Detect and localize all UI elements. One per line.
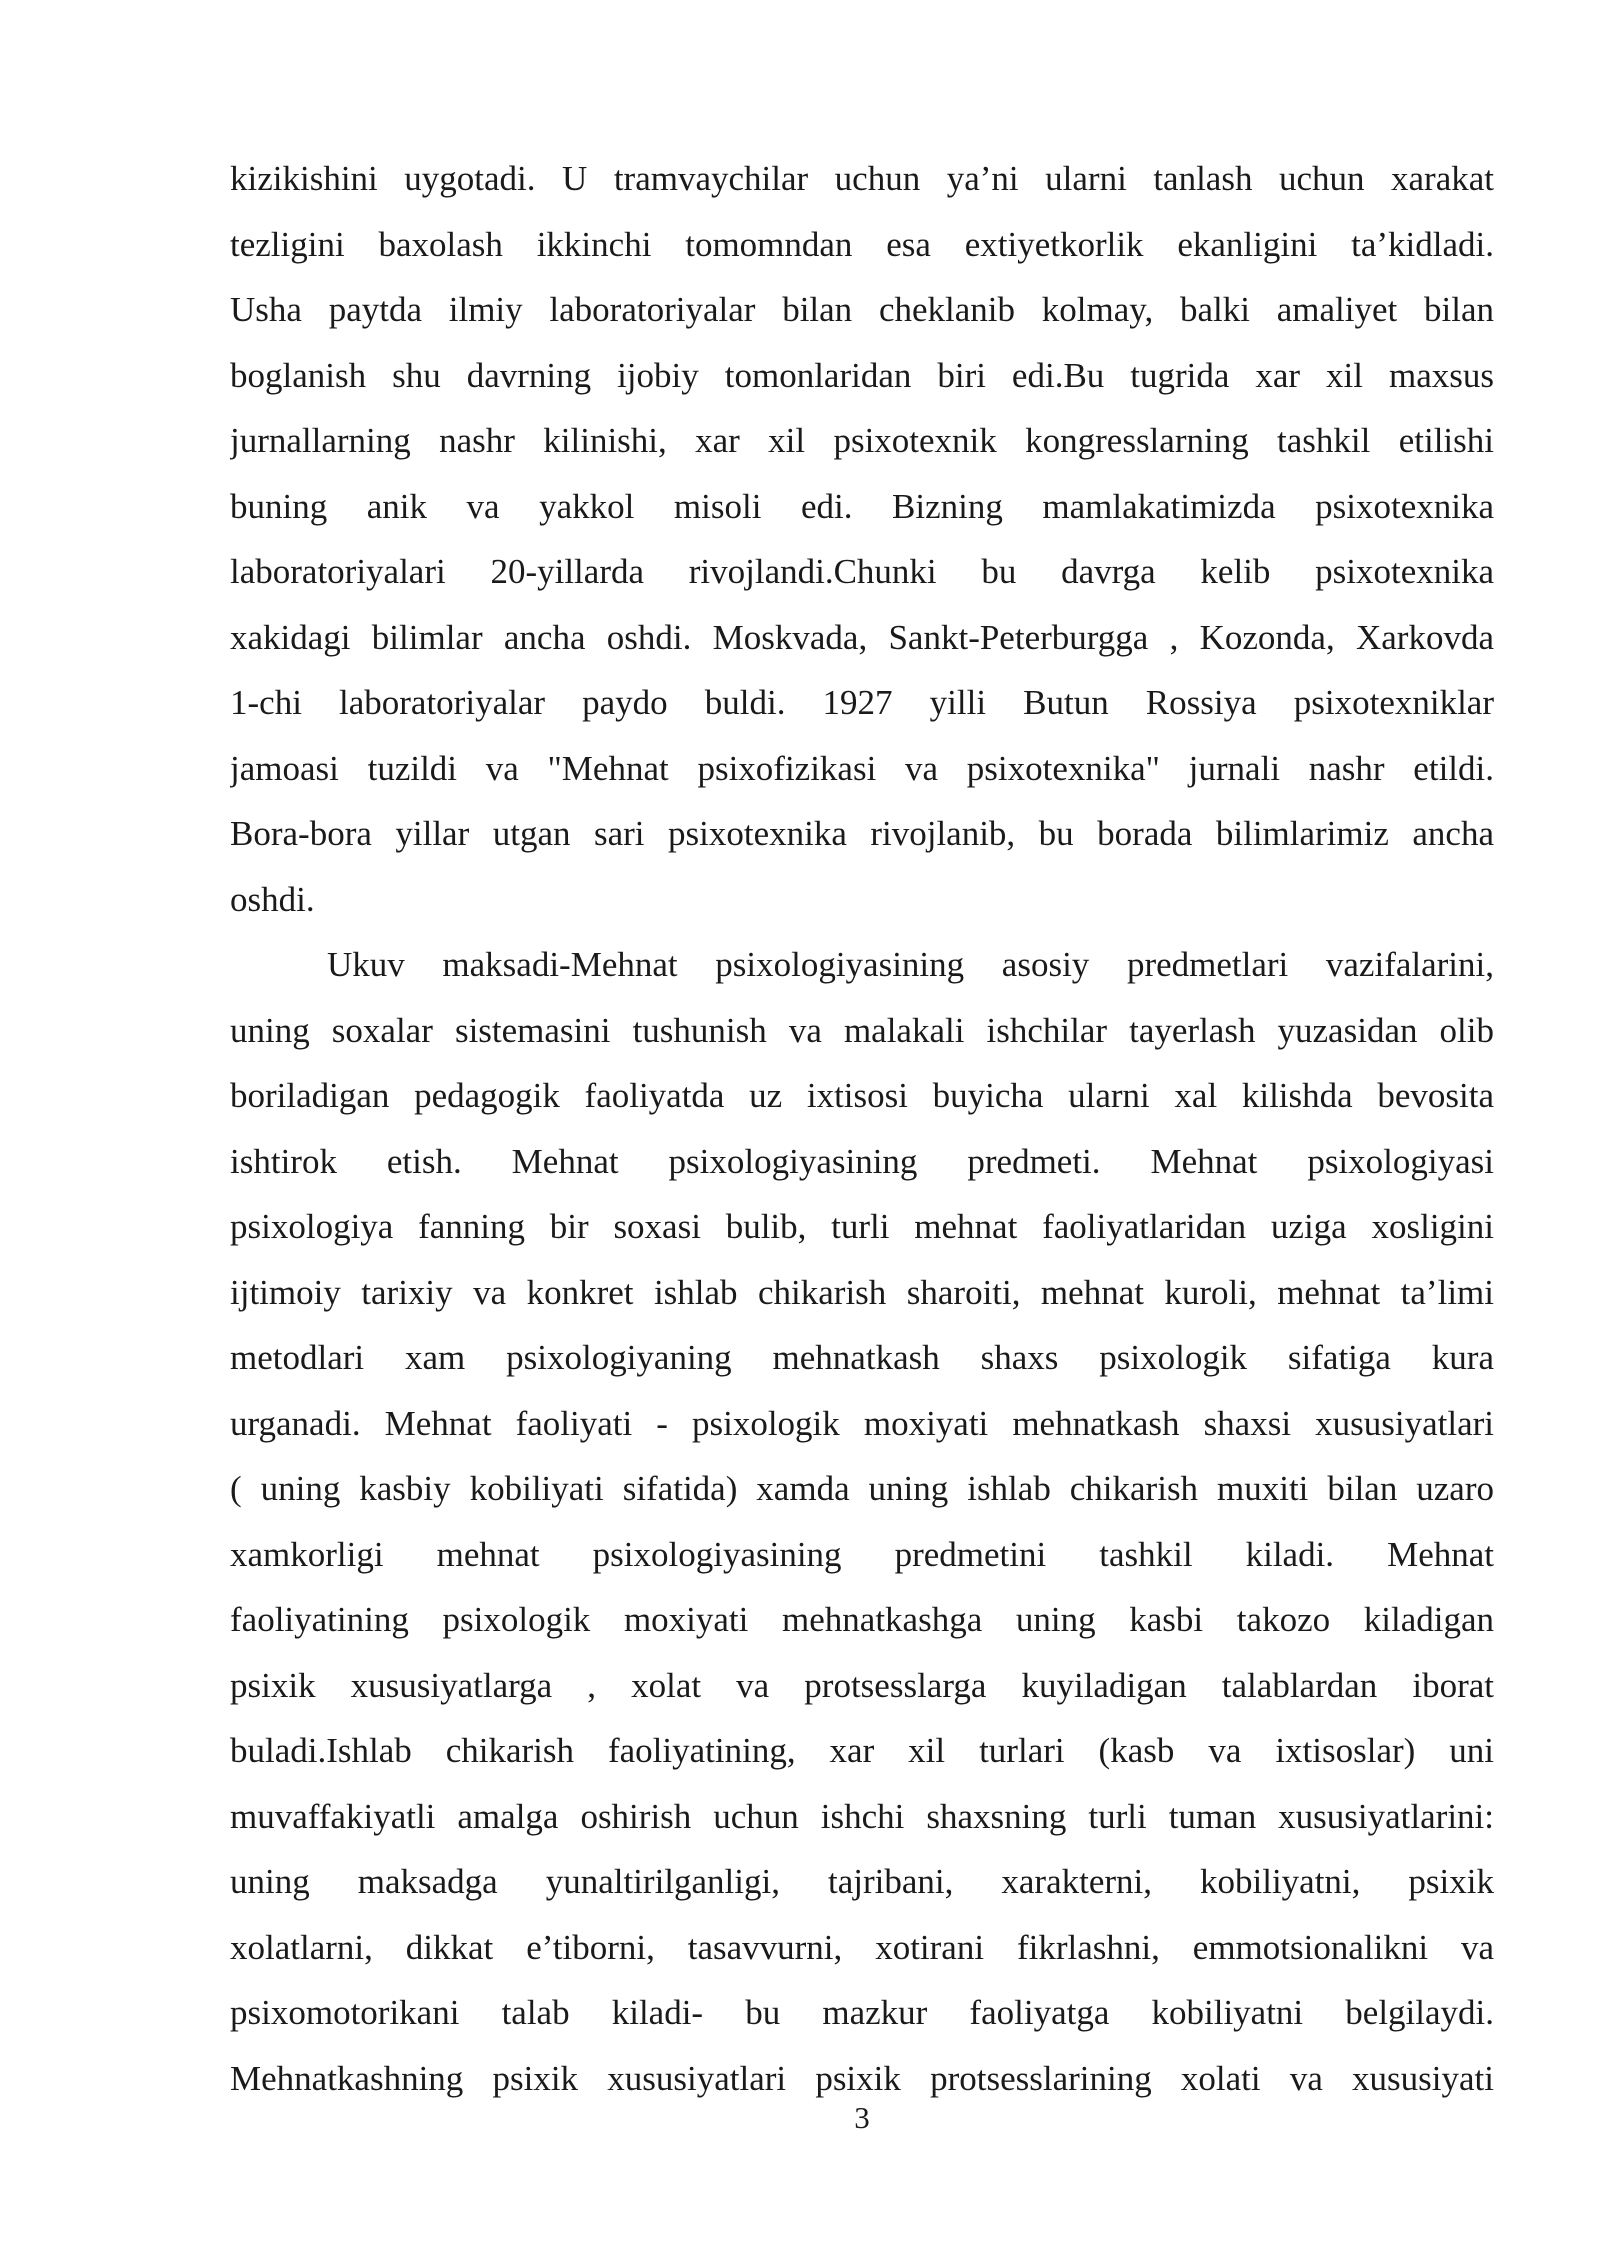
text-line: Bora-bora yillar utgan sari psixotexnika rivojlanib, bu borada bilimlarimiz ancha: [230, 814, 1494, 853]
text-line: uning maksadga yunaltirilganligi, tajribani, xarakterni, kobiliyatni, psixik: [230, 1862, 1494, 1901]
text-line: xakidagi bilimlar ancha oshdi. Moskvada, Sankt-Peterburgga , Kozonda, Xarkovda: [230, 617, 1494, 657]
text-line: muvaffakiyatli amalga oshirish uchun ishchi shaxsning turli tuman xususiyatlarini:: [230, 1796, 1494, 1836]
text-line: 1-chi laboratoriyalar paydo buldi. 1927 yilli Butun Rossiya psixotexniklar: [230, 683, 1494, 722]
text-line: kizikishini uygotadi. U tramvaychilar uchun ya’ni ularni tanlash uchun xarakat: [230, 159, 1494, 198]
page-body-text: [230, 146, 1494, 2111]
text-line: Ukuv maksadi-Mehnat psixologiyasining asosiy predmetlari vazifalarini,: [327, 945, 1494, 984]
text-line: ijtimoiy tarixiy va konkret ishlab chikarish sharoiti, mehnat kuroli, mehnat ta’limi: [230, 1272, 1494, 1312]
paragraph-2: [230, 932, 1494, 2111]
text-line: faoliyatining psixologik moxiyati mehnatkashga uning kasbi takozo kiladigan: [230, 1600, 1494, 1639]
text-line: Mehnatkashning psixik xususiyatlari psixik protsesslarining xolati va xususiyati: [230, 2058, 1494, 2098]
text-line: psixomotorikani talab kiladi- bu mazkur faoliyatga kobiliyatni belgilaydi.: [230, 1993, 1494, 2032]
text-line: buladi.Ishlab chikarish faoliyatining, xar xil turlari (kasb va ixtisoslar) uni: [230, 1731, 1494, 1770]
text-line: boriladigan pedagogik faoliyatda uz ixtisosi buyicha ularni xal kilishda bevosita: [230, 1076, 1494, 1115]
text-line: ( uning kasbiy kobiliyati sifatida) xamda uning ishlab chikarish muxiti bilan uzaro: [230, 1469, 1494, 1508]
text-line: laboratoriyalari 20-yillarda rivojlandi.Chunki bu davrga kelib psixotexnika: [230, 552, 1494, 591]
text-line: oshdi.: [230, 879, 315, 919]
paragraph-1: [230, 146, 1494, 932]
page-number: 3: [854, 2100, 870, 2135]
text-line: Usha paytda ilmiy laboratoriyalar bilan cheklanib kolmay, balki amaliyet bilan: [230, 290, 1494, 329]
text-line: xamkorligi mehnat psixologiyasining predmetini tashkil kiladi. Mehnat: [230, 1534, 1494, 1574]
text-line: ishtirok etish. Mehnat psixologiyasining predmeti. Mehnat psixologiyasi: [230, 1141, 1494, 1181]
text-line: buning anik va yakkol misoli edi. Bizning mamlakatimizda psixotexnika: [230, 486, 1494, 526]
text-line: uning soxalar sistemasini tushunish va malakali ishchilar tayerlash yuzasidan olib: [230, 1010, 1494, 1050]
text-line: metodlari xam psixologiyaning mehnatkash shaxs psixologik sifatiga kura: [230, 1338, 1494, 1377]
text-line: psixologiya fanning bir soxasi bulib, turli mehnat faoliyatlaridan uziga xosligini: [230, 1207, 1494, 1246]
text-line: tezligini baxolash ikkinchi tomomndan esa extiyetkorlik ekanligini ta’kidladi.: [230, 224, 1494, 264]
text-line: jamoasi tuzildi va "Mehnat psixofizikasi va psixotexnika" jurnali nashr etildi.: [230, 748, 1494, 788]
text-line: jurnallarning nashr kilinishi, xar xil psixotexnik kongresslarning tashkil etilishi: [230, 421, 1494, 460]
text-line: xolatlarni, dikkat e’tiborni, tasavvurni, xotirani fikrlashni, emmotsionalikni va: [230, 1927, 1494, 1967]
text-line: urganadi. Mehnat faoliyati - psixologik moxiyati mehnatkash shaxsi xususiyatlari: [230, 1403, 1494, 1443]
text-line: boglanish shu davrning ijobiy tomonlaridan biri edi.Bu tugrida xar xil maxsus: [230, 355, 1494, 395]
text-line: psixik xususiyatlarga , xolat va protsesslarga kuyiladigan talablardan iborat: [230, 1665, 1494, 1705]
